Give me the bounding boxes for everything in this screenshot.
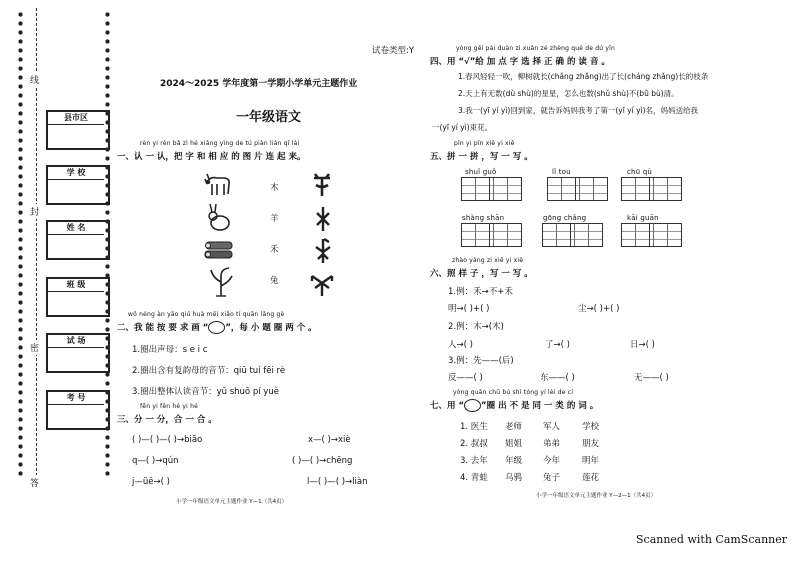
- q6-answer[interactable]: 明→( )+( ): [448, 304, 490, 314]
- q5-word-pinyin: kāi guān: [627, 214, 659, 222]
- q7-word[interactable]: 3. 去年: [460, 456, 488, 466]
- field-label-school: 学 校: [48, 167, 104, 180]
- circle-symbol-icon: [464, 399, 481, 412]
- writing-grid[interactable]: [461, 223, 522, 247]
- q6-answer[interactable]: 尘→( )+( ): [578, 304, 620, 314]
- q6-pinyin: zhào yàng zi xiě yi xiě: [452, 257, 524, 264]
- q3-cell[interactable]: ( )—( )→chēng: [292, 456, 353, 466]
- cut-char: 线: [30, 72, 39, 87]
- q7-word[interactable]: 明年: [582, 456, 600, 466]
- subject-title: 一年级语文: [236, 110, 302, 125]
- oracle-glyph-2: [312, 205, 334, 233]
- q4-line[interactable]: 3.我一(yī yí yì)回到家，就告诉妈妈我考了第一(yī yí yì)名，妈妈送给我: [458, 106, 699, 115]
- q1-char: 禾: [270, 245, 279, 255]
- q5-title: 五、拼 一 拼 ，写 一 写 。: [430, 152, 533, 162]
- circle-symbol-icon: [208, 321, 225, 334]
- field-label-class: 班 级: [48, 279, 104, 292]
- writing-grid[interactable]: [542, 223, 603, 247]
- q2-title: [117, 321, 317, 334]
- q7-word[interactable]: 年级: [505, 456, 523, 466]
- writing-grid[interactable]: [461, 177, 522, 201]
- q6-example: 1.例：禾→不+禾: [448, 287, 513, 297]
- q6-example: 2.例：木→(木): [448, 322, 504, 332]
- field-label-county: 县市区: [48, 112, 104, 125]
- q3-title: 三、分 一 分，合 一 合 。: [117, 415, 217, 425]
- q7-word[interactable]: 莲花: [582, 473, 600, 483]
- q7-word[interactable]: 军人: [543, 422, 561, 432]
- q5-word-pinyin: shuǐ guǒ: [465, 168, 497, 176]
- q5-word-pinyin: lǐ tou: [552, 168, 571, 176]
- cut-char: 密: [30, 340, 39, 355]
- rabbit-picture: [205, 203, 233, 233]
- q4-line[interactable]: 2.天上有无数(dù shù)的星星，怎么也数(shǔ shù)不(bū bù)清。: [458, 89, 679, 98]
- q2-item[interactable]: 3.圈出整体认读音节：yū shuō pí yuè: [132, 387, 279, 397]
- q7-title-part-b: ”圈 出 不 是 同 一 类 的 词 。: [481, 401, 599, 411]
- field-label-room: 试 场: [48, 335, 104, 348]
- q1-title: 一、认 一 认，把 字 和 相 应 的 图 片 连 起 来。: [117, 152, 306, 162]
- goat-picture: [203, 170, 233, 198]
- q7-word[interactable]: 学校: [582, 422, 600, 432]
- q2-item[interactable]: 1.圈出声母：s e i c: [132, 345, 208, 355]
- binding-margin: [16, 0, 114, 561]
- q3-cell[interactable]: ( )—( )—( )→biāo: [132, 435, 203, 445]
- q7-title: [430, 399, 598, 412]
- oracle-glyph-1: [310, 172, 334, 198]
- q7-word[interactable]: 1. 医生: [460, 422, 488, 432]
- q7-title-part-a: 七、用 “: [430, 401, 465, 411]
- q6-example: 3.例：先——(后): [448, 356, 514, 366]
- q6-answer[interactable]: 日→( ): [630, 340, 655, 350]
- left-footer: 小学一年级语文单元主题作业 Y—1（共4页）: [176, 499, 288, 505]
- q5-word-pinyin: chū qù: [627, 168, 653, 176]
- writing-grid[interactable]: [547, 177, 608, 201]
- q3-cell[interactable]: j—üē→( ): [132, 477, 170, 487]
- q7-word[interactable]: 乌鸦: [505, 473, 523, 483]
- log-picture: [203, 238, 235, 262]
- q7-word[interactable]: 今年: [543, 456, 561, 466]
- q5-word-pinyin: shàng shān: [462, 214, 505, 222]
- q1-char: 木: [270, 183, 279, 193]
- q3-cell[interactable]: q—( )→qún: [132, 456, 179, 466]
- cut-char: 答: [30, 475, 39, 490]
- q6-answer[interactable]: 反——( ): [448, 373, 483, 383]
- q2-item[interactable]: 2.圈出含有复韵母的音节：qiū tuí fēi rè: [132, 366, 286, 376]
- q2-title-part-b: ”，每 小 题 圈 两 个 。: [225, 323, 317, 333]
- q7-word[interactable]: 弟弟: [543, 439, 561, 449]
- q6-answer[interactable]: 东——( ): [540, 373, 575, 383]
- q7-word[interactable]: 姐姐: [505, 439, 523, 449]
- q6-answer[interactable]: 了→( ): [545, 340, 570, 350]
- q1-char: 兔: [270, 276, 279, 286]
- q5-word-pinyin: gōng chǎng: [543, 214, 587, 222]
- rice-picture: [207, 266, 235, 298]
- q2-pinyin: wǒ néng àn yāo qiú huà měi xiǎo tí quān lǎng gè: [128, 311, 285, 318]
- q2-title-part-a: 二、我 能 按 要 求 画 “: [117, 323, 209, 333]
- paper-type: 试卷类型:Y: [372, 46, 415, 56]
- q1-char: 羊: [270, 214, 279, 224]
- q3-pinyin: fēn yi fēn hé yi hé: [140, 403, 198, 410]
- q4-line[interactable]: 1.春风轻轻一吹，柳树就长(chǎng zhǎng)出了长(cháng zhǎng)长的枝条: [458, 72, 709, 81]
- writing-grid[interactable]: [621, 223, 682, 247]
- q4-line[interactable]: 一(yī yí yì)束花。: [432, 123, 493, 132]
- field-label-number: 考 号: [48, 392, 104, 405]
- q6-title: 六、照 样 子 ，写 一 写 。: [430, 269, 533, 279]
- oracle-glyph-4: [309, 270, 335, 298]
- cut-char: 封: [30, 204, 39, 219]
- scanner-watermark: Scanned with CamScanner: [636, 533, 788, 546]
- q7-word[interactable]: 4. 青蛙: [460, 473, 488, 483]
- dot-strip-left: [16, 10, 25, 480]
- year-title: 2024～2025 学年度第一学期小学单元主题作业: [160, 79, 358, 89]
- field-label-name: 姓 名: [48, 222, 104, 235]
- writing-grid[interactable]: [621, 177, 682, 201]
- q3-cell[interactable]: x—( )→xiè: [308, 435, 351, 445]
- q7-word[interactable]: 老师: [505, 422, 523, 432]
- q7-word[interactable]: 2. 叔叔: [460, 439, 488, 449]
- q6-answer[interactable]: 人→( ): [448, 340, 473, 350]
- q6-answer[interactable]: 无——( ): [634, 373, 669, 383]
- q5-pinyin: pīn yi pīn xiě yi xiě: [454, 140, 515, 147]
- q4-pinyin: yòng gěi pái duàn zì xuǎn zé zhèng què de dú yīn: [456, 45, 616, 52]
- q7-word[interactable]: 朋友: [582, 439, 600, 449]
- q3-cell[interactable]: l—( )—( )→liàn: [307, 477, 368, 487]
- q7-pinyin: yòng quān chū bú shì tóng yí lèi de cí: [453, 389, 574, 396]
- right-footer: 小学一年级语文单元主题作业 Y—2—1（共4页）: [536, 493, 657, 499]
- oracle-glyph-3: [312, 237, 334, 265]
- q1-pinyin: rèn yi rèn bǎ zì hé xiāng yìng de tú piàn lián qǐ lái: [140, 140, 300, 147]
- q4-title: 四、用 “√”给 加 点 字 选 择 正 确 的 读 音 。: [430, 57, 610, 67]
- q7-word[interactable]: 兔子: [543, 473, 561, 483]
